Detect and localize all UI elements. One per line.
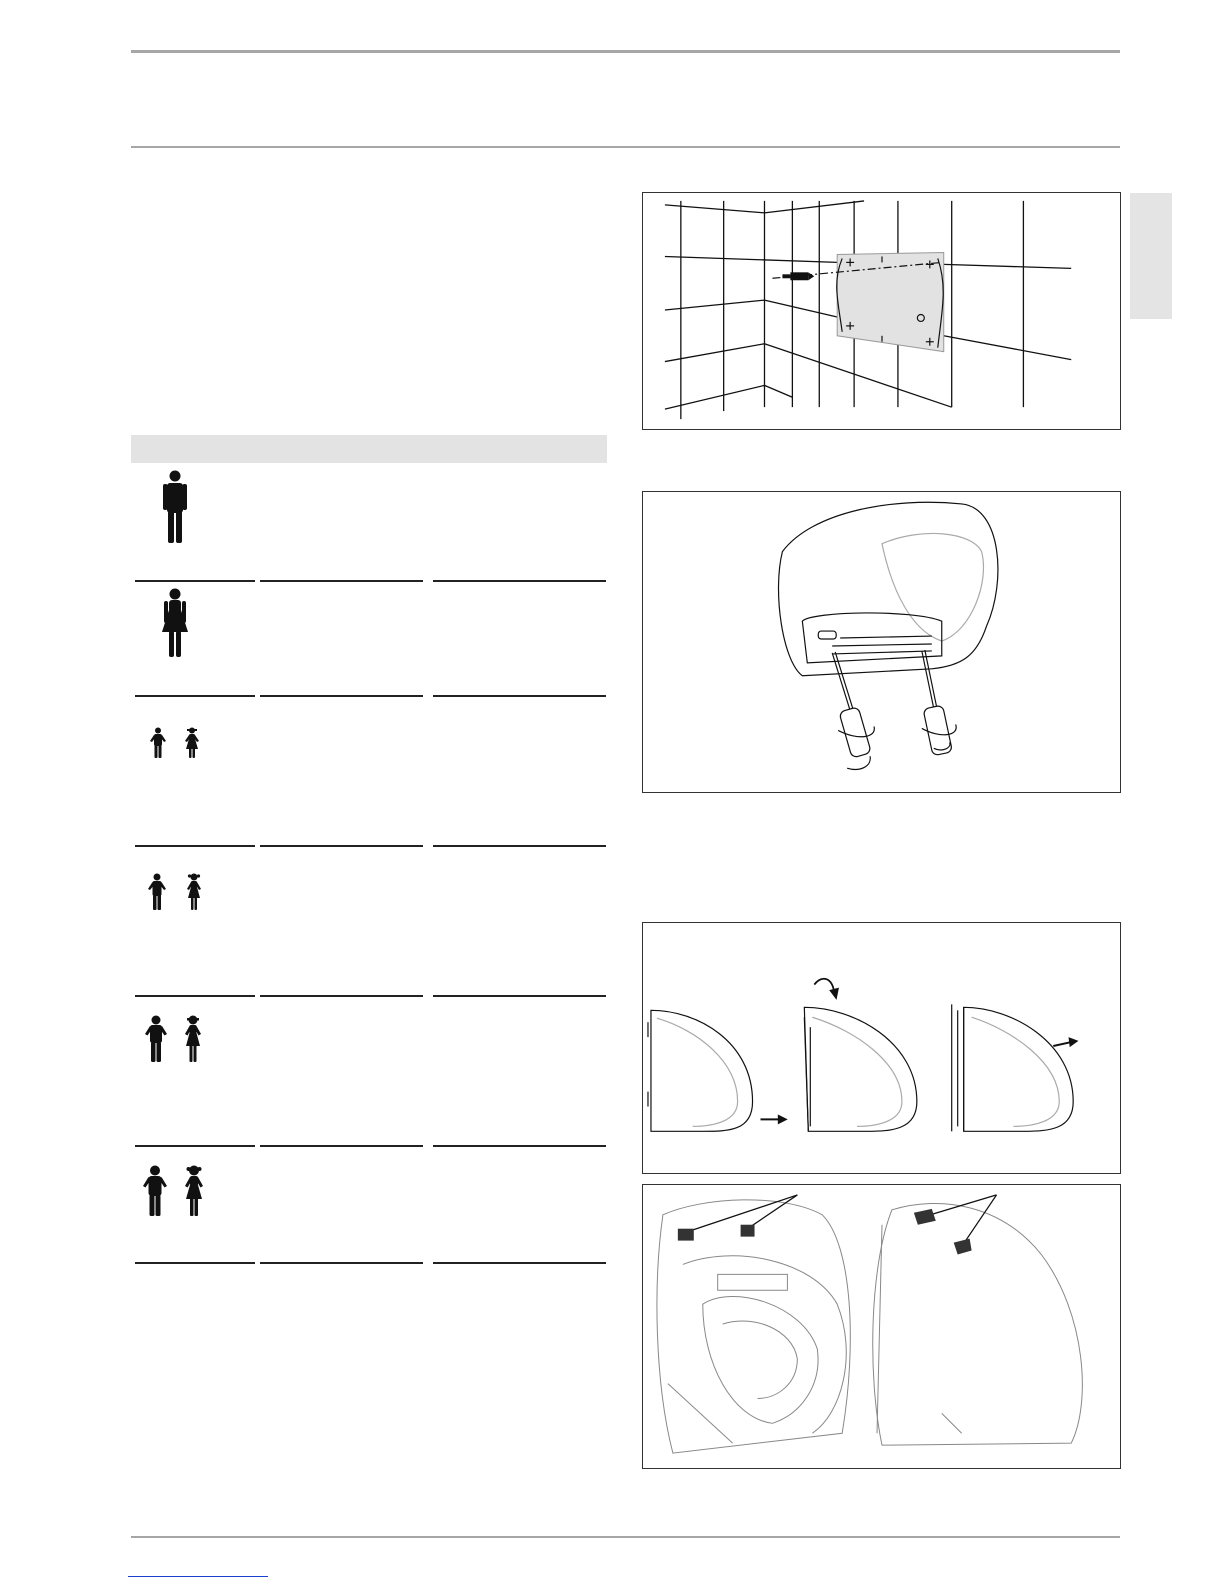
clip-detail-figure [642,1184,1121,1469]
row-separator-col3 [433,1145,606,1147]
row-separator-col1 [135,995,255,997]
row-separator-col3 [433,845,606,847]
cover-removal-sequence-figure [642,922,1121,1174]
row-separator-col1 [135,695,255,697]
row-separator-col3 [433,1262,606,1264]
row-separator-col1 [135,1145,255,1147]
boy-and-girl-large-icon [144,1015,206,1063]
boy-and-girl-xlarge-icon [142,1165,208,1217]
table-header-bar [131,435,607,463]
footer-link-underline[interactable] [128,1576,268,1577]
row-separator-col2 [260,995,423,997]
man-icon [160,470,190,544]
header-top-rule [131,50,1120,53]
wall-mounting-bracket-figure [642,192,1121,430]
header-bottom-rule [131,146,1120,148]
row-separator-col1 [135,580,255,582]
row-separator-col2 [260,695,423,697]
row-separator-col3 [433,580,606,582]
row-separator-col2 [260,845,423,847]
row-separator-col2 [260,1145,423,1147]
row-separator-col1 [135,1262,255,1264]
row-separator-col2 [260,580,423,582]
screwdriver-fixing-figure [642,491,1121,793]
row-separator-col1 [135,845,255,847]
footer-rule [131,1536,1120,1538]
row-separator-col3 [433,695,606,697]
boy-and-girl-medium-icon [146,873,206,911]
boy-and-girl-small-icon [148,727,204,759]
woman-icon [159,588,191,658]
row-separator-col3 [433,995,606,997]
row-separator-col2 [260,1262,423,1264]
language-side-tab [1130,193,1172,319]
